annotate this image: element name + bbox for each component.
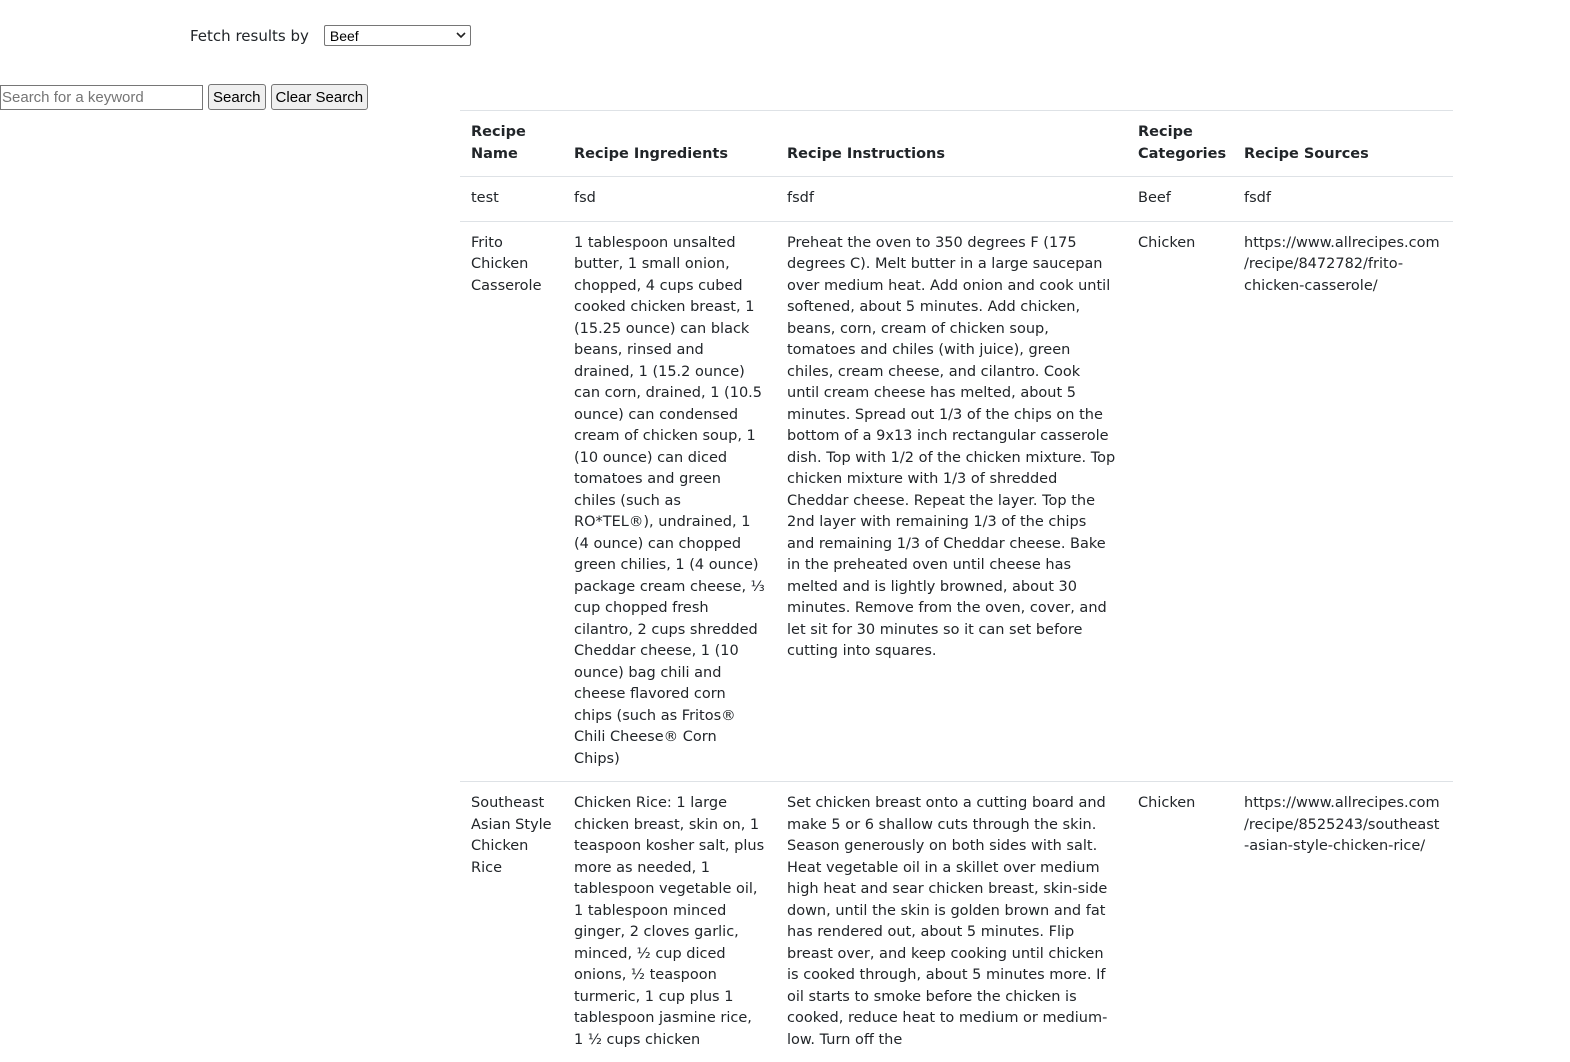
cell-recipe-instructions: fsdf	[776, 177, 1127, 222]
cell-recipe-name: Southeast Asian Style Chicken Rice	[460, 782, 563, 1062]
search-placeholder: Search for a keyword	[2, 89, 144, 106]
cell-recipe-category: Chicken	[1127, 221, 1233, 782]
cell-recipe-source: https://www.allrecipes.com/recipe/8472782/frito-chicken-casserole/	[1233, 221, 1453, 782]
recipes-table	[460, 110, 1453, 1062]
fetch-filter	[190, 25, 471, 46]
header-recipe-categories: Recipe Categories	[1127, 111, 1233, 177]
search-input[interactable]	[0, 85, 203, 110]
cell-recipe-instructions: Preheat the oven to 350 degrees F (175 degrees C). Melt butter in a large saucepan over medium heat. Add onion and cook until softened, about 5 minutes. Add chicken, beans, corn, cream of chicken soup, tomatoes and chiles (with juice), green chiles, cream cheese, and cilantro. Cook until cream cheese has melted, about 5 minutes. Spread out 1/3 of the chips on the bottom of a 9x13 inch rectangular casserole dish. Top with 1/2 of the chicken mixture. Top chicken mixture with 1/3 of shredded Cheddar cheese. Repeat the layer. Top the 2nd layer with remaining 1/3 of the chips and remaining 1/3 of Cheddar cheese. Bake in the preheated oven until cheese has melted and is lightly browned, about 30 minutes. Remove from the oven, cover, and let sit for 30 minutes so it can set before cutting into squares.	[776, 221, 1127, 782]
table-header-row	[460, 111, 1453, 177]
header-recipe-name: Recipe Name	[460, 111, 563, 177]
cell-recipe-ingredients: fsd	[563, 177, 776, 222]
cell-recipe-instructions: Set chicken breast onto a cutting board and make 5 or 6 shallow cuts through the skin. Season generously on both sides with salt. Heat vegetable oil in a skillet over medium high heat and sear chicken breast, skin-side down, until the skin is golden brown and fat has rendered out, about 5 minutes. Flip breast over, and keep cooking until chicken is cooked through, about 5 minutes more. If oil starts to smoke before the chicken is cooked, reduce heat to medium or medium-low. Turn off the	[776, 782, 1127, 1062]
header-recipe-instructions: Recipe Instructions	[776, 111, 1127, 177]
cell-recipe-source: https://www.allrecipes.com/recipe/8525243/southeast-asian-style-chicken-rice/	[1233, 782, 1453, 1062]
header-recipe-ingredients: Recipe Ingredients	[563, 111, 776, 177]
clear-search-button[interactable]: Clear Search	[271, 84, 369, 110]
search-bar	[0, 84, 368, 110]
table-row	[460, 221, 1453, 782]
table-row	[460, 782, 1453, 1062]
chevron-down-icon	[456, 32, 466, 39]
fetch-label: Fetch results by	[190, 27, 309, 45]
table-row	[460, 177, 1453, 222]
search-button[interactable]: Search	[208, 84, 266, 110]
category-select-value: Beef	[330, 28, 359, 44]
cell-recipe-ingredients: Chicken Rice: 1 large chicken breast, skin on, 1 teaspoon kosher salt, plus more as needed, 1 tablespoon vegetable oil, 1 tablespoon minced ginger, 2 cloves garlic, minced, ½ cup diced onions, ½ teaspoon turmeric, 1 cup plus 1 tablespoon jasmine rice, 1 ½ cups chicken	[563, 782, 776, 1062]
cell-recipe-name: Frito Chicken Casserole	[460, 221, 563, 782]
cell-recipe-source: fsdf	[1233, 177, 1453, 222]
cell-recipe-name: test	[460, 177, 563, 222]
cell-recipe-category: Beef	[1127, 177, 1233, 222]
category-select[interactable]	[324, 25, 471, 46]
cell-recipe-category: Chicken	[1127, 782, 1233, 1062]
header-recipe-sources: Recipe Sources	[1233, 111, 1453, 177]
cell-recipe-ingredients: 1 tablespoon unsalted butter, 1 small onion, chopped, 4 cups cubed cooked chicken breast, 1 (15.25 ounce) can black beans, rinsed and drained, 1 (15.2 ounce) can corn, drained, 1 (10.5 ounce) can condensed cream of chicken soup, 1 (10 ounce) can diced tomatoes and green chiles (such as RO*TEL®), undrained, 1 (4 ounce) can chopped green chilies, 1 (4 ounce) package cream cheese, ⅓ cup chopped fresh cilantro, 2 cups shredded Cheddar cheese, 1 (10 ounce) bag chili and cheese flavored corn chips (such as Fritos® Chili Cheese® Corn Chips)	[563, 221, 776, 782]
